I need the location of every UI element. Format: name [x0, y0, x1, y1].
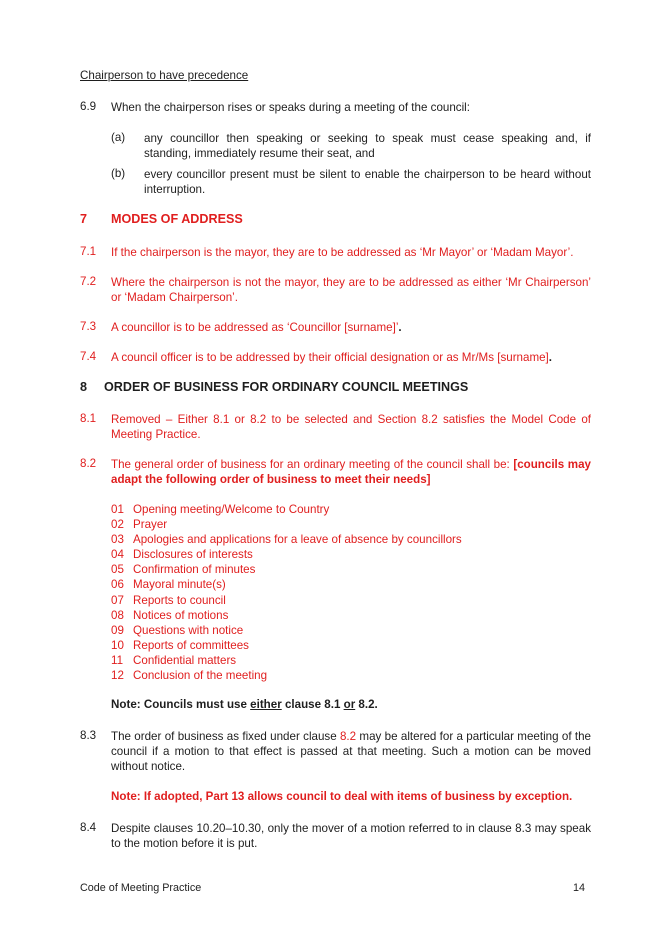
list-item: 08 Notices of motions	[111, 608, 229, 622]
clause-ref-8-2: 8.2	[339, 730, 357, 743]
section-7-title: MODES OF ADDRESS	[111, 212, 243, 226]
subheading-chairperson-precedence: Chairperson to have precedence	[80, 69, 249, 82]
clause-number-8-1: 8.1	[80, 412, 97, 425]
clause-number-8-3: 8.3	[80, 729, 97, 742]
footer-title: Code of Meeting Practice	[80, 882, 202, 894]
clause-8-2	[111, 457, 591, 487]
clause-8-2-text: The general order of business for an ordinary meeting of the council shall be:	[111, 458, 510, 471]
clause-7-3-text: A councillor is to be addressed as ‘Councillor [surname]’	[111, 321, 399, 334]
list-item: 04 Disclosures of interests	[111, 548, 253, 562]
clause-7-1-text: If the chairperson is the mayor, they are to be addressed as ‘Mr Mayor’ or ‘Madam Mayor’.	[111, 246, 574, 259]
clause-number-7-2: 7.2	[80, 275, 97, 288]
clause-number-8-4: 8.4	[80, 821, 97, 834]
clause-8-1-text: Removed – Either 8.1 or 8.2 to be selected and Section 8.2 satisfies the Model Code of Meeting Practice.	[111, 413, 591, 441]
clause-number-6-9: 6.9	[80, 100, 97, 113]
list-item: 10 Reports of committees	[111, 638, 249, 652]
note-either-or: Note: Councils must use either clause 8.1 or 8.2.	[111, 698, 378, 711]
list-item: 12 Conclusion of the meeting	[111, 669, 268, 683]
list-item: 01 Opening meeting/Welcome to Country	[111, 503, 330, 516]
clause-7-3-period: .	[398, 321, 402, 334]
clause-number-7-4: 7.4	[80, 350, 97, 363]
item-label-b: (b)	[111, 167, 126, 180]
section-8-number: 8	[80, 380, 88, 394]
list-item: 06 Mayoral minute(s)	[111, 578, 226, 592]
clause-7-3	[111, 320, 591, 335]
section-8-title: ORDER OF BUSINESS FOR ORDINARY COUNCIL MEETINGS	[104, 380, 469, 394]
list-item: 05 Confirmation of minutes	[111, 563, 256, 577]
item-label-a: (a)	[111, 131, 126, 144]
clause-7-4	[111, 350, 591, 365]
clause-number-7-3: 7.3	[80, 320, 97, 333]
item-a-text: any councillor then speaking or seeking to speak must cease speaking and, if standing, immediately resume their seat, and	[144, 132, 591, 160]
page-number: 14	[573, 882, 586, 894]
clause-number-8-2: 8.2	[80, 457, 97, 470]
clause-number-7-1: 7.1	[80, 245, 97, 258]
clause-6-9-text: When the chairperson rises or speaks during a meeting of the council:	[111, 101, 470, 114]
list-item: 03 Apologies and applications for a leave of absence by councillors	[111, 533, 462, 547]
item-b-text: every councillor present must be silent to enable the chairperson to be heard without interruption.	[144, 168, 591, 196]
list-item: 07 Reports to council	[111, 593, 226, 607]
clause-8-3: The order of business as fixed under clause 8.2 may be altered for a particular meeting of the council if a motion to that effect is passed at that meeting. Such a motion can be moved without notice.	[111, 730, 591, 773]
clause-8-4-text: Despite clauses 10.20–10.30, only the mover of a motion referred to in clause 8.3 may speak to the motion before it is put.	[111, 822, 591, 850]
clause-7-4-text: A council officer is to be addressed by their official designation or as Mr/Ms [surname]	[111, 351, 549, 364]
clause-8-2-bold-instruction: [councils may adapt the following order of business to meet their needs]	[111, 458, 591, 486]
order-of-business-list	[111, 502, 462, 683]
clause-7-2-text: Where the chairperson is not the mayor, they are to be addressed as either ‘Mr Chairperson’ or ‘Madam Chairperson’.	[111, 276, 591, 304]
clause-7-4-period: .	[548, 351, 553, 364]
list-item: 11 Confidential matters	[111, 653, 237, 667]
section-7-number: 7	[80, 212, 88, 226]
note-part-13: Note: If adopted, Part 13 allows council to deal with items of business by exception.	[111, 790, 573, 803]
list-item: 09 Questions with notice	[111, 623, 244, 637]
list-item: 02 Prayer	[111, 518, 168, 532]
